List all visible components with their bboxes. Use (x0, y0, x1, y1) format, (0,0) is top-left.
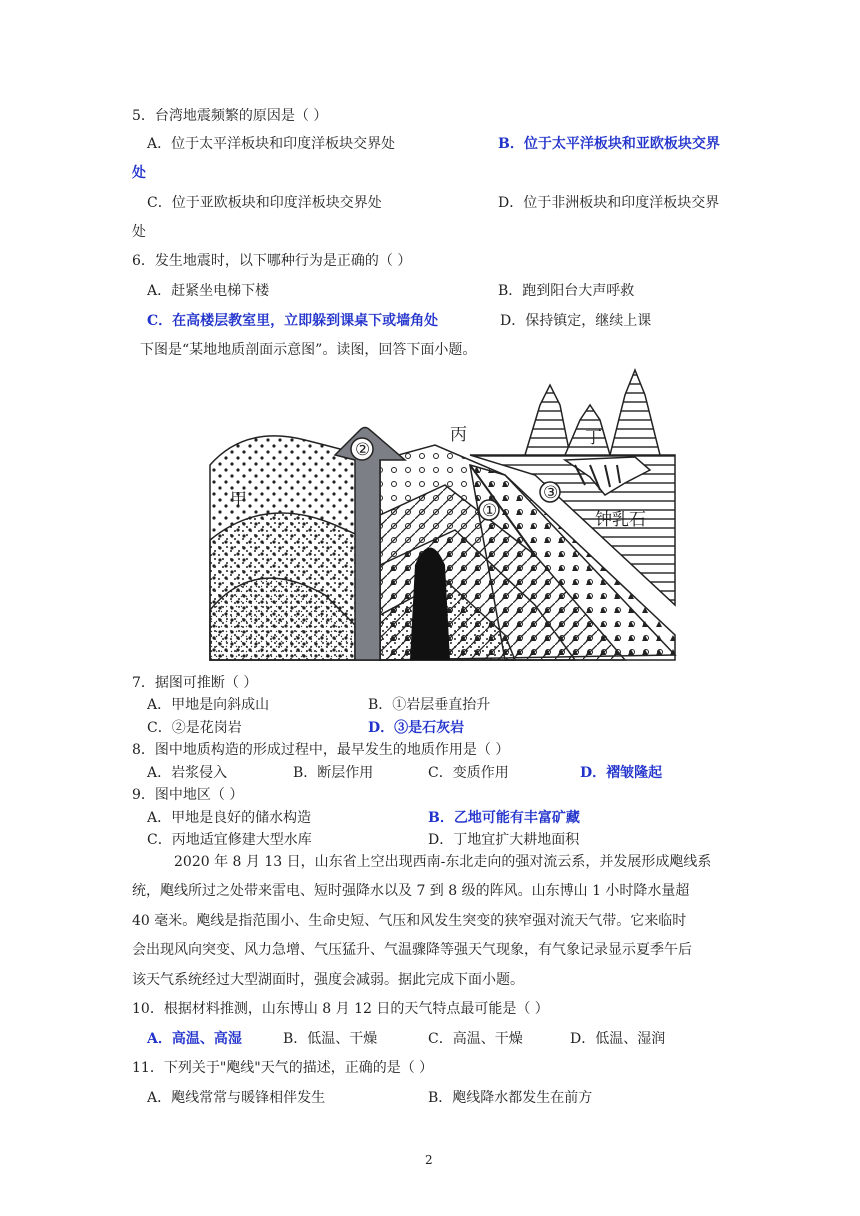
q10-option-d: D．低温、湿润 (570, 1031, 666, 1047)
label-jia: 甲 (230, 490, 247, 510)
q5-option-d: D．位于非洲板块和印度洋板块交界 (498, 195, 720, 211)
q11-option-b: B．飑线降水都发生在前方 (428, 1090, 593, 1106)
q9-stem: 9．图中地区（ ） (132, 787, 244, 803)
q8-option-d: D．褶皱隆起 (580, 765, 663, 781)
q6-option-d: D．保持镇定，继续上课 (500, 313, 652, 329)
q7-option-c: C．②是花岗岩 (147, 720, 242, 736)
label-3: ③ (543, 483, 559, 503)
q8-option-c: C．变质作用 (428, 765, 509, 781)
label-stalactite: 钟乳石 (595, 510, 646, 530)
q9-option-b: B．乙地可能有丰富矿藏 (428, 810, 580, 826)
q7-stem: 7．据图可推断（ ） (132, 675, 258, 691)
passage-line-5: 该天气系统经过大型湖面时，强度会减弱。据此完成下面小题。 (132, 972, 524, 988)
q5-stem: 5．台湾地震频繁的原因是（ ） (132, 108, 328, 124)
q10-option-c: C．高温、干燥 (428, 1031, 523, 1047)
q7-option-a: A．甲地是向斜成山 (147, 697, 270, 713)
label-2: ② (355, 440, 371, 460)
q10-option-a: A．高温、高湿 (147, 1031, 242, 1047)
label-bing: 丙 (450, 425, 467, 445)
passage-line-2: 统，飑线所过之处带来雷电、短时强降水以及 7 到 8 级的阵风。山东博山 1 小时降水量超 (132, 883, 690, 899)
q9-option-c: C．丙地适宜修建大型水库 (147, 832, 312, 848)
q8-option-b: B．断层作用 (293, 765, 374, 781)
q6-option-a: A．赶紧坐电梯下楼 (147, 283, 270, 299)
q11-option-a: A．飑线常常与暖锋相伴发生 (147, 1090, 326, 1106)
page-number: 2 (425, 1153, 433, 1167)
q5-option-c: C．位于亚欧板块和印度洋板块交界处 (147, 195, 382, 211)
label-ding: 丁 (585, 428, 602, 448)
label-1: ① (482, 501, 498, 521)
q6-option-b: B．跑到阳台大声呼救 (498, 283, 635, 299)
passage-line-4: 会出现风向突变、风力急增、气压猛升、气温骤降等强天气现象，有气象记录显示夏季午后 (132, 942, 692, 958)
q9-option-d: D．丁地宜扩大耕地面积 (428, 832, 580, 848)
q6-option-c: C．在高楼层教室里，立即躲到课桌下或墙角处 (147, 313, 439, 329)
q5-option-d-cont: 处 (132, 224, 146, 240)
q10-option-b: B．低温、干燥 (283, 1031, 378, 1047)
q9-option-a: A．甲地是良好的储水构造 (147, 810, 312, 826)
passage-line-3: 40 毫米。飑线是指范围小、生命史短、气压和风发生突变的狭窄强对流天气带。它来临时 (132, 913, 687, 929)
q8-stem: 8．图中地质构造的形成过程中，最早发生的地质作用是（ ） (132, 742, 510, 758)
geological-section-figure (205, 365, 683, 663)
q10-stem: 10．根据材料推测，山东博山 8 月 12 日的天气特点最可能是（ ） (132, 1001, 549, 1017)
q8-option-a: A．岩浆侵入 (147, 765, 228, 781)
passage-line-1: 2020 年 8 月 13 日，山东省上空出现西南-东北走向的强对流云系，并发展形成飑线系 (174, 854, 712, 870)
figure-intro: 下图是“某地地质剖面示意图”。读图，回答下面小题。 (140, 342, 477, 358)
q7-option-b: B．①岩层垂直抬升 (368, 697, 491, 713)
q5-option-b-cont: 处 (132, 165, 146, 181)
q5-option-a: A．位于太平洋板块和印度洋板块交界处 (147, 136, 396, 152)
q11-stem: 11．下列关于"飑线"天气的描述，正确的是（ ） (132, 1060, 434, 1076)
q7-option-d: D．③是石灰岩 (368, 720, 465, 736)
q5-option-b: B．位于太平洋板块和亚欧板块交界 (498, 136, 720, 152)
q6-stem: 6．发生地震时，以下哪种行为是正确的（ ） (132, 253, 412, 269)
